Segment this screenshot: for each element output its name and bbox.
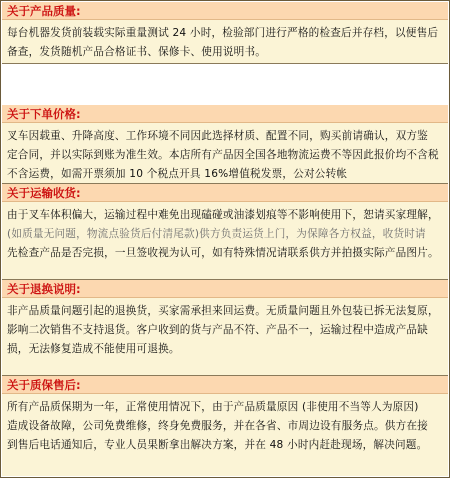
body-line: 造成设备故障，公司免费维修，终身免费服务，并在各省、市周边设有服务点。供方在接 [7,420,428,432]
section-heading: 关于运输收货: [7,186,81,200]
section-header [2,184,448,202]
body-line: 先检查产品是否完损，一旦签收视为认可，如有特殊情况请联系供方并拍摄实际产品图片。 [7,247,439,259]
section-product-quality [2,2,448,64]
body-line: 到售后电话通知后，专业人员果断拿出解决方案，并在 48 小时内赶赴现场，解决问题。 [7,439,428,451]
section-order-price [2,105,448,184]
section-heading: 关于退换说明: [7,282,81,296]
section-header [2,280,448,298]
body-line: 非产品质量问题引起的退换货，买家需承担来回运费。无质量问题且外包装已拆无法复原， [7,305,439,317]
section-body [2,298,448,375]
body-line: 定合同，并以实际到账为准生效。本店所有产品因全国各地物流运费不等因此报价均不含税 [7,149,439,161]
section-body [2,394,448,476]
body-line: 所有产品质保期为一年，正常使用情况下，由于产品质量原因 (非使用不当等人为原因) [7,401,419,413]
section-body [2,20,448,63]
section-shipping-receipt [2,184,448,280]
body-line: 影响二次销售不支持退货。客户收到的货与产品不符、产品不一，运输过程中造成产品缺 [7,324,428,336]
body-line: 备查，发货随机产品合格证书、保修卡、使用说明书。 [7,46,267,58]
section-header [2,105,448,123]
section-heading: 关于质保售后: [7,378,81,392]
section-returns [2,280,448,376]
body-line: 叉车因载重、升降高度、工作环境不同因此选择材质、配置不同，购买前请确认，双方鉴 [7,130,428,142]
body-line: 不含运费，如需开票须加 10 个税点开具 16%增值税发票，公对公转帐 [7,168,348,180]
body-line: (如质量无问题，物流点验货后付清尾款)供方负责运货上门，为保障各方权益，收货时请 [7,228,426,240]
section-header [2,2,448,20]
body-line: 由于叉车体积偏大，运输过程中难免出现磕碰或油漆划痕等不影响使用下，恕请买家理解， [7,209,439,221]
section-body [2,202,448,279]
section-heading: 关于产品质量: [7,4,81,18]
section-warranty-service [2,376,448,476]
section-header [2,376,448,394]
body-line: 损，无法修复造成不能使用可退换。 [7,343,180,355]
body-line: 每台机器发货前装载实际重量测试 24 小时，检验部门进行严格的检查后并存档，以便售后 [7,27,439,39]
section-heading: 关于下单价格: [7,107,81,121]
section-body [2,123,448,183]
